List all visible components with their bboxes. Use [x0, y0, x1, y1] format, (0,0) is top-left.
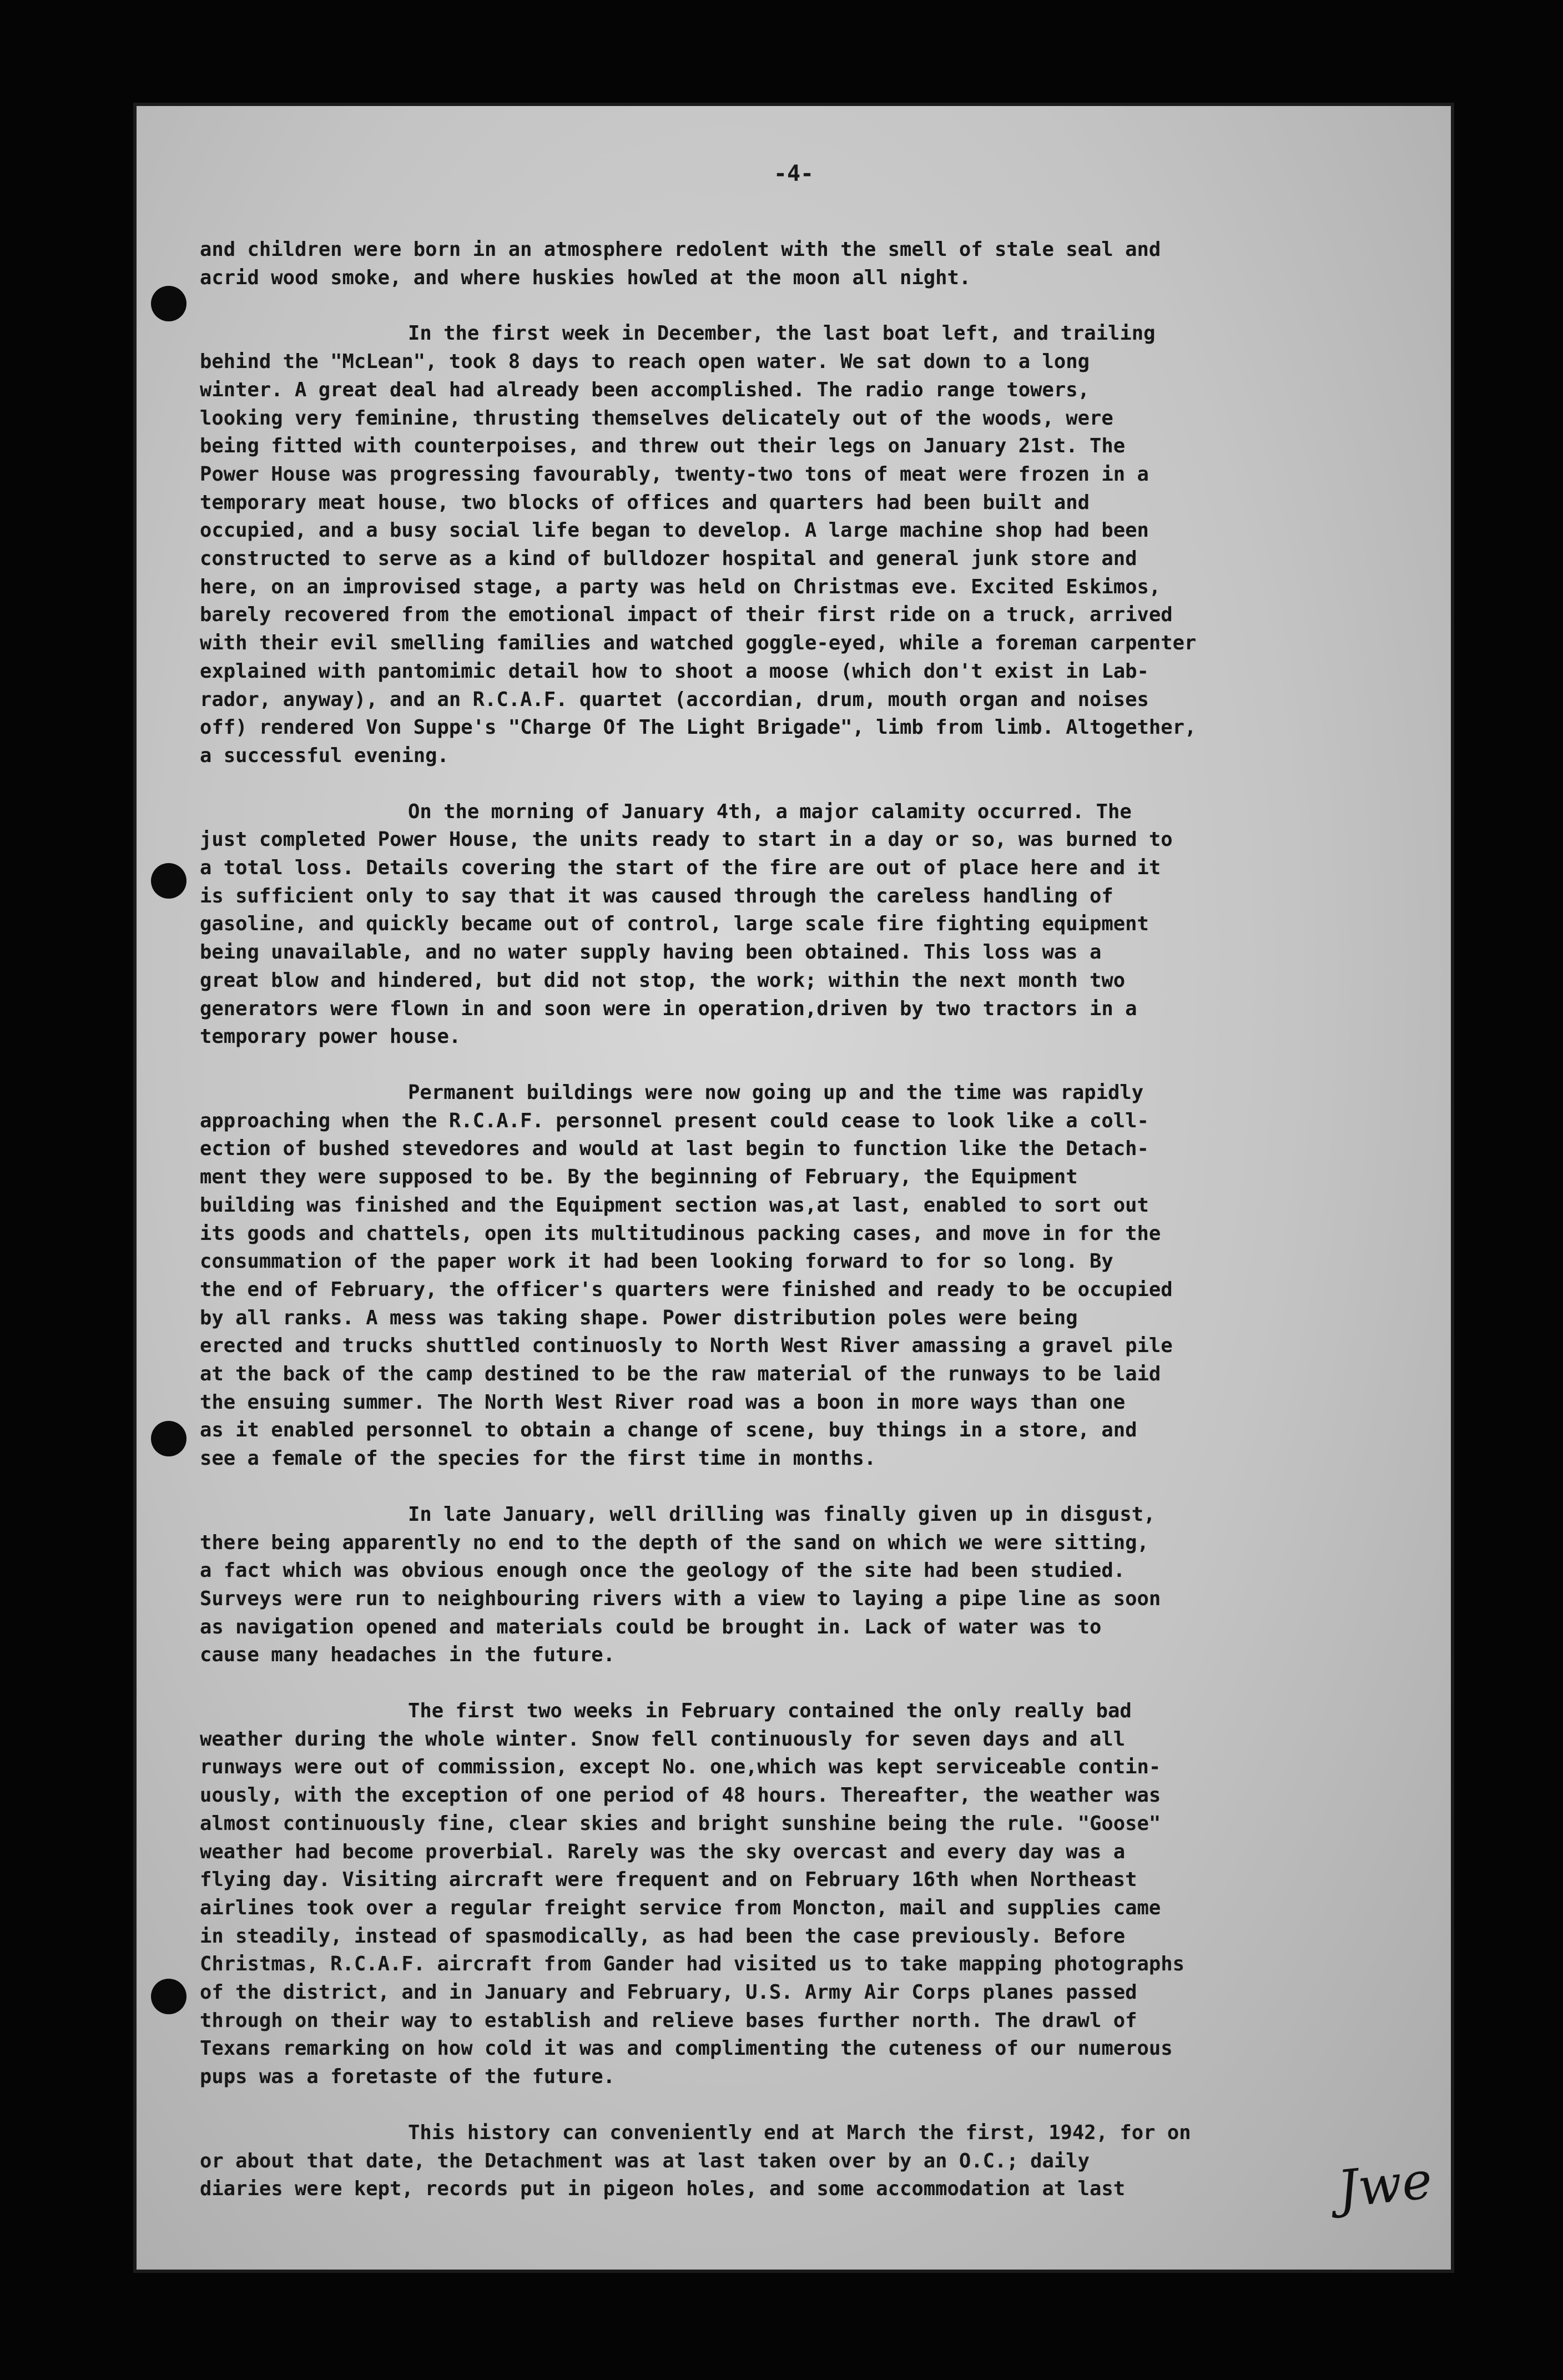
- text-line: rador, anyway), and an R.C.A.F. quartet (accordian, drum, mouth organ and noises: [200, 688, 1149, 711]
- paragraph: [200, 236, 1415, 292]
- text-line: Permanent buildings were now going up and the time was rapidly: [408, 1081, 1144, 1104]
- text-line: temporary meat house, two blocks of offices and quarters had been built and: [200, 491, 1090, 514]
- text-line: the ensuing summer. The North West River road was a boon in more ways than one: [200, 1390, 1126, 1414]
- text-line: looking very feminine, thrusting themselves delicately out of the woods, were: [200, 406, 1113, 430]
- text-line: there being apparently no end to the depth of the sand on which we were sitting,: [200, 1531, 1149, 1554]
- text-line: winter. A great deal had already been accomplished. The radio range towers,: [200, 378, 1090, 401]
- binder-hole: [151, 1421, 186, 1456]
- text-line: here, on an improvised stage, a party was held on Christmas eve. Excited Eskimos,: [200, 575, 1161, 598]
- text-line: and children were born in an atmosphere redolent with the smell of stale seal and: [200, 238, 1161, 261]
- text-line: in steadily, instead of spasmodically, as had been the case previously. Before: [200, 1924, 1126, 1948]
- text-line: a successful evening.: [200, 744, 449, 767]
- text-line: being fitted with counterpoises, and threw out their legs on January 21st. The: [200, 435, 1126, 458]
- paragraph: [200, 320, 1415, 770]
- text-line: runways were out of commission, except No. one,which was kept serviceable contin-: [200, 1756, 1161, 1779]
- text-line: approaching when the R.C.A.F. personnel present could cease to look like a coll-: [200, 1109, 1149, 1132]
- document-page: [133, 103, 1454, 2273]
- text-line: generators were flown in and soon were in operation,driven by two tractors in a: [200, 997, 1137, 1020]
- text-line: erected and trucks shuttled continuosly to North West River amassing a gravel pile: [200, 1334, 1173, 1358]
- text-line: barely recovered from the emotional impact of their first ride on a truck, arrived: [200, 603, 1173, 627]
- text-line: behind the "McLean", took 8 days to reach open water. We sat down to a long: [200, 350, 1090, 374]
- text-line: constructed to serve as a kind of bulldozer hospital and general junk store and: [200, 547, 1137, 571]
- text-line: at the back of the camp destined to be the raw material of the runways to be laid: [200, 1363, 1161, 1386]
- text-line: by all ranks. A mess was taking shape. Power distribution poles were being: [200, 1306, 1078, 1329]
- paragraph: [200, 1079, 1415, 1473]
- text-line: acrid wood smoke, and where huskies howled at the moon all night.: [200, 266, 971, 289]
- text-line: a fact which was obvious enough once the geology of the site had been studied.: [200, 1559, 1126, 1582]
- text-line: flying day. Visiting aircraft were frequent and on February 16th when Northeast: [200, 1868, 1137, 1892]
- text-line: ment they were supposed to be. By the beginning of February, the Equipment: [200, 1166, 1078, 1189]
- text-line: weather had become proverbial. Rarely was the sky overcast and every day was a: [200, 1840, 1126, 1863]
- text-line: Power House was progressing favourably, twenty-two tons of meat were frozen in a: [200, 462, 1149, 486]
- text-line: a total loss. Details covering the start of the fire are out of place here and it: [200, 856, 1161, 880]
- paragraph: [200, 1697, 1415, 2091]
- text-line: or about that date, the Detachment was at last taken over by an O.C.; daily: [200, 2149, 1090, 2172]
- text-line: consummation of the paper work it had been looking forward to for so long. By: [200, 1250, 1113, 1273]
- text-line: with their evil smelling families and watched goggle-eyed, while a foreman carpenter: [200, 632, 1197, 655]
- text-line: cause many headaches in the future.: [200, 1643, 616, 1667]
- text-line: of the district, and in January and February, U.S. Army Air Corps planes passed: [200, 1981, 1137, 2004]
- text-line: just completed Power House, the units ready to start in a day or so, was burned to: [200, 828, 1173, 851]
- text-line: On the morning of January 4th, a major calamity occurred. The: [408, 800, 1132, 823]
- text-line: temporary power house.: [200, 1025, 461, 1048]
- text-line: Texans remarking on how cold it was and complimenting the cuteness of our numerous: [200, 2037, 1173, 2060]
- text-line: as navigation opened and materials could be brought in. Lack of water was to: [200, 1615, 1102, 1638]
- binder-hole: [151, 1979, 186, 2014]
- text-line: see a female of the species for the first time in months.: [200, 1447, 876, 1470]
- text-line: ection of bushed stevedores and would at last begin to function like the Detach-: [200, 1137, 1149, 1161]
- text-line: Surveys were run to neighbouring rivers with a view to laying a pipe line as soon: [200, 1587, 1161, 1610]
- text-line: the end of February, the officer's quarters were finished and ready to be occupied: [200, 1278, 1173, 1301]
- text-line: In the first week in December, the last boat left, and trailing: [408, 322, 1156, 345]
- text-line: off) rendered Von Suppe's "Charge Of The Light Brigade", limb from limb. Altogether,: [200, 716, 1197, 739]
- text-line: gasoline, and quickly became out of control, large scale fire fighting equipment: [200, 912, 1149, 936]
- text-line: uously, with the exception of one period of 48 hours. Thereafter, the weather was: [200, 1784, 1161, 1807]
- text-line: occupied, and a busy social life began to develop. A large machine shop had been: [200, 519, 1149, 542]
- paragraph: [200, 1501, 1415, 1670]
- text-line: its goods and chattels, open its multitudinous packing cases, and move in for the: [200, 1222, 1161, 1245]
- text-line: weather during the whole winter. Snow fell continuously for seven days and all: [200, 1727, 1126, 1751]
- text-line: diaries were kept, records put in pigeon holes, and some accommodation at last: [200, 2177, 1126, 2201]
- text-line: is sufficient only to say that it was caused through the careless handling of: [200, 884, 1113, 907]
- handwritten-initials: Jwe: [1334, 2150, 1435, 2220]
- text-line: building was finished and the Equipment section was,at last, enabled to sort out: [200, 1193, 1149, 1217]
- paragraph: [200, 798, 1415, 1051]
- body-text: [200, 236, 1415, 2231]
- text-line: pups was a foretaste of the future.: [200, 2065, 616, 2089]
- text-line: being unavailable, and no water supply having been obtained. This loss was a: [200, 941, 1102, 964]
- text-line: great blow and hindered, but did not stop, the work; within the next month two: [200, 969, 1126, 992]
- text-line: airlines took over a regular freight service from Moncton, mail and supplies came: [200, 1896, 1161, 1919]
- paragraph: [200, 2119, 1415, 2203]
- text-line: This history can conveniently end at March the first, 1942, for on: [408, 2121, 1191, 2144]
- text-line: The first two weeks in February contained the only really bad: [408, 1700, 1132, 1723]
- page-number: -4-: [773, 161, 814, 186]
- binder-hole: [151, 286, 186, 321]
- text-line: Christmas, R.C.A.F. aircraft from Gander had visited us to take mapping photographs: [200, 1953, 1184, 1976]
- text-line: through on their way to establish and relieve bases further north. The drawl of: [200, 2009, 1137, 2032]
- text-line: In late January, well drilling was finally given up in disgust,: [408, 1502, 1156, 1526]
- text-line: explained with pantomimic detail how to shoot a moose (which don't exist in Lab-: [200, 659, 1149, 683]
- binder-hole: [151, 863, 186, 899]
- text-line: almost continuously fine, clear skies and bright sunshine being the rule. "Goose": [200, 1812, 1161, 1835]
- text-line: as it enabled personnel to obtain a change of scene, buy things in a store, and: [200, 1419, 1137, 1442]
